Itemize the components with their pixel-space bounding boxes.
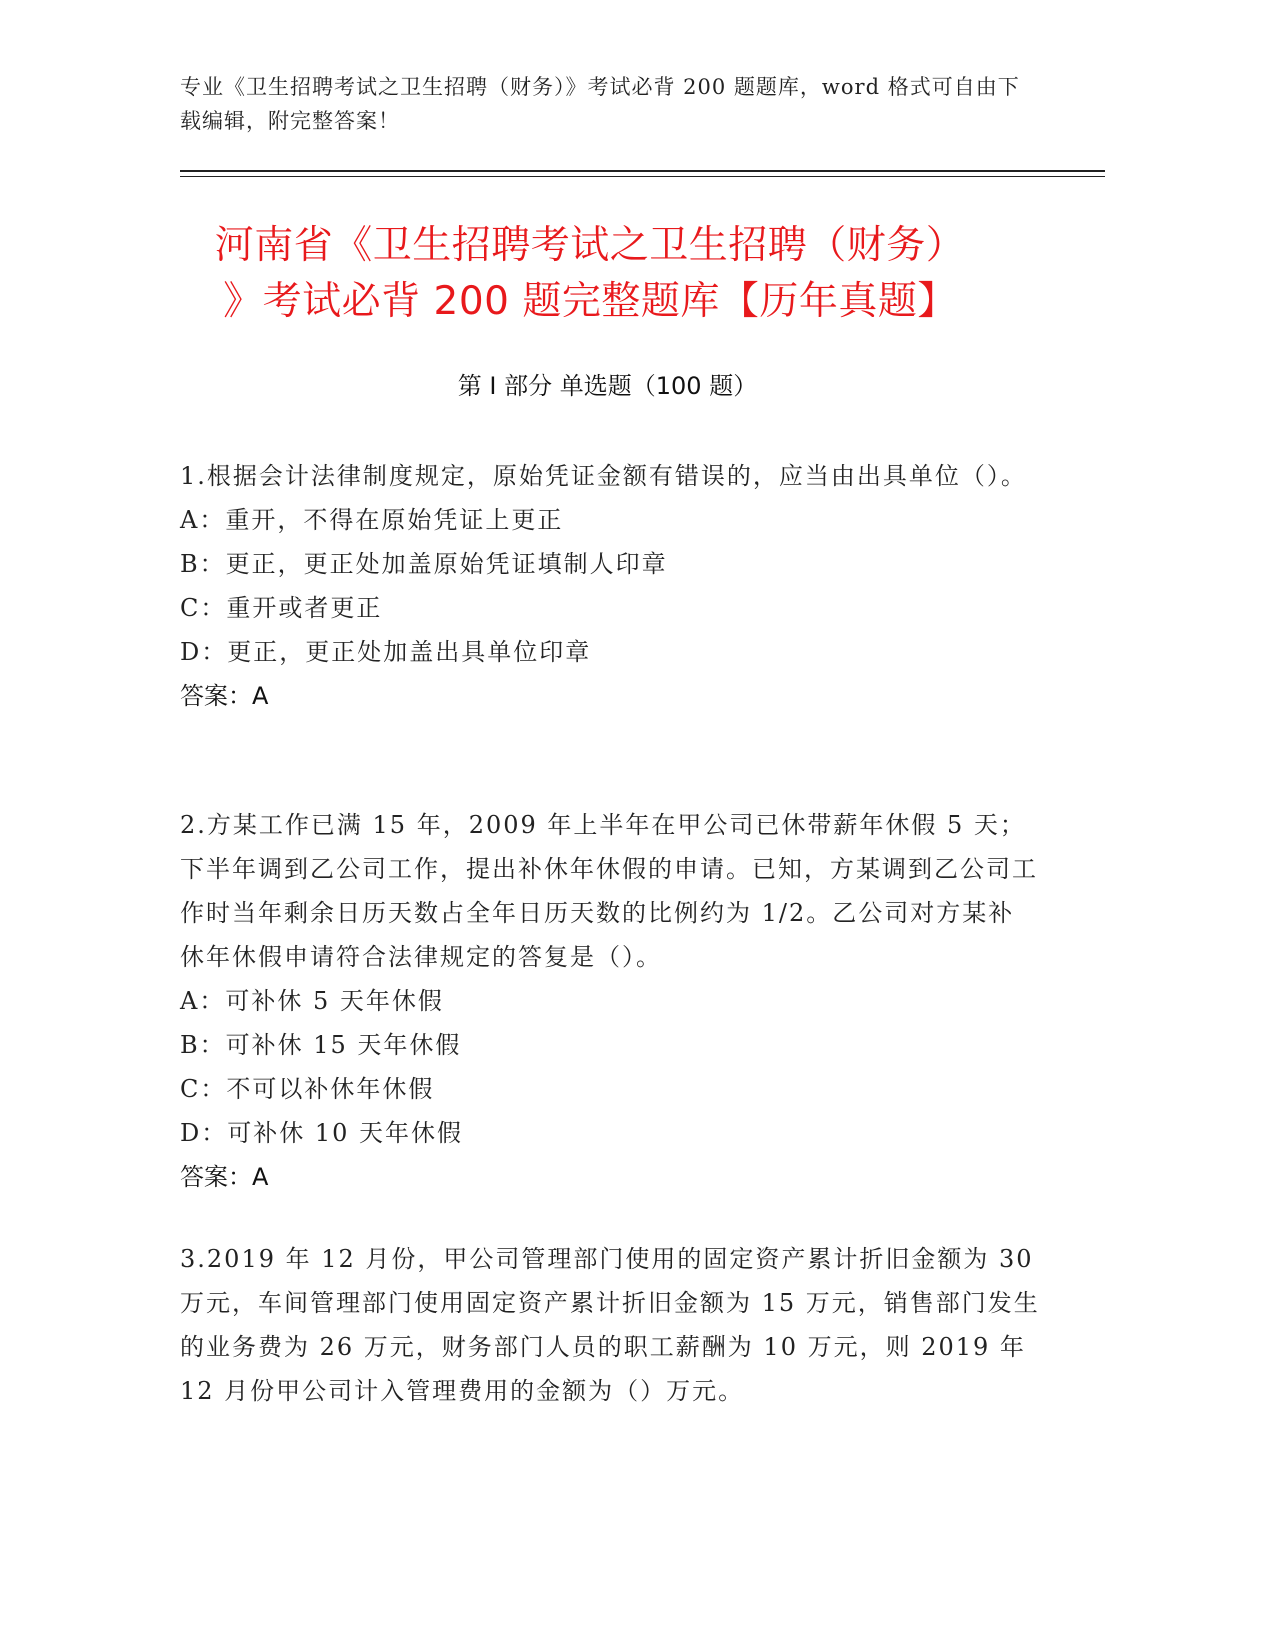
question-3	[180, 1237, 1040, 1413]
option-c: C：重开或者更正	[180, 594, 383, 622]
option-b: B：可补休 15 天年休假	[180, 1031, 462, 1059]
option-a: A：重开，不得在原始凭证上更正	[180, 506, 564, 534]
option-a: A：可补休 5 天年休假	[180, 987, 444, 1015]
section-title: 第 I 部分 单选题（100 题）	[457, 372, 758, 400]
document-title	[160, 218, 1020, 330]
header-rule-thin	[180, 176, 1105, 177]
option-d: D：更正，更正处加盖出具单位印章	[180, 638, 592, 666]
option-d: D：可补休 10 天年休假	[180, 1119, 464, 1147]
header-note: 专业《卫生招聘考试之卫生招聘（财务）》考试必背 200 题题库，word 格式可自由下载编辑，附完整答案！	[180, 75, 1020, 133]
document-title-line-1: 河南省《卫生招聘考试之卫生招聘（财务）	[214, 223, 966, 268]
document-title-line-2: 》考试必背 200 题完整题库【历年真题】	[223, 279, 957, 324]
answer: 答案：A	[180, 1163, 269, 1191]
option-c: C：不可以补休年休假	[180, 1075, 435, 1103]
question-2	[180, 803, 1040, 1199]
question-stem: 3.2019 年 12 月份，甲公司管理部门使用的固定资产累计折旧金额为 30 万元，车间管理部门使用固定资产累计折旧金额为 15 万元，销售部门发生的业务费为 26 万元，财务部门人员的职工薪酬为 10 万元，则 2019 年 12 月份甲公司计入管理费用的金额为（）万元。	[180, 1245, 1040, 1405]
option-b: B：更正，更正处加盖原始凭证填制人印章	[180, 550, 668, 578]
answer: 答案：A	[180, 682, 269, 710]
header-rule-thick	[180, 170, 1105, 172]
question-stem: 2.方某工作已满 15 年，2009 年上半年在甲公司已休带薪年休假 5 天；下半年调到乙公司工作，提出补休年休假的申请。已知，方某调到乙公司工作时当年剩余日历天数占全年日历天数的比例约为 1/2。乙公司对方某补休年休假申请符合法律规定的答复是（）。	[180, 811, 1038, 971]
question-stem: 1.根据会计法律制度规定，原始凭证金额有错误的，应当由出具单位（）。	[180, 462, 1027, 490]
question-1	[180, 454, 1040, 718]
